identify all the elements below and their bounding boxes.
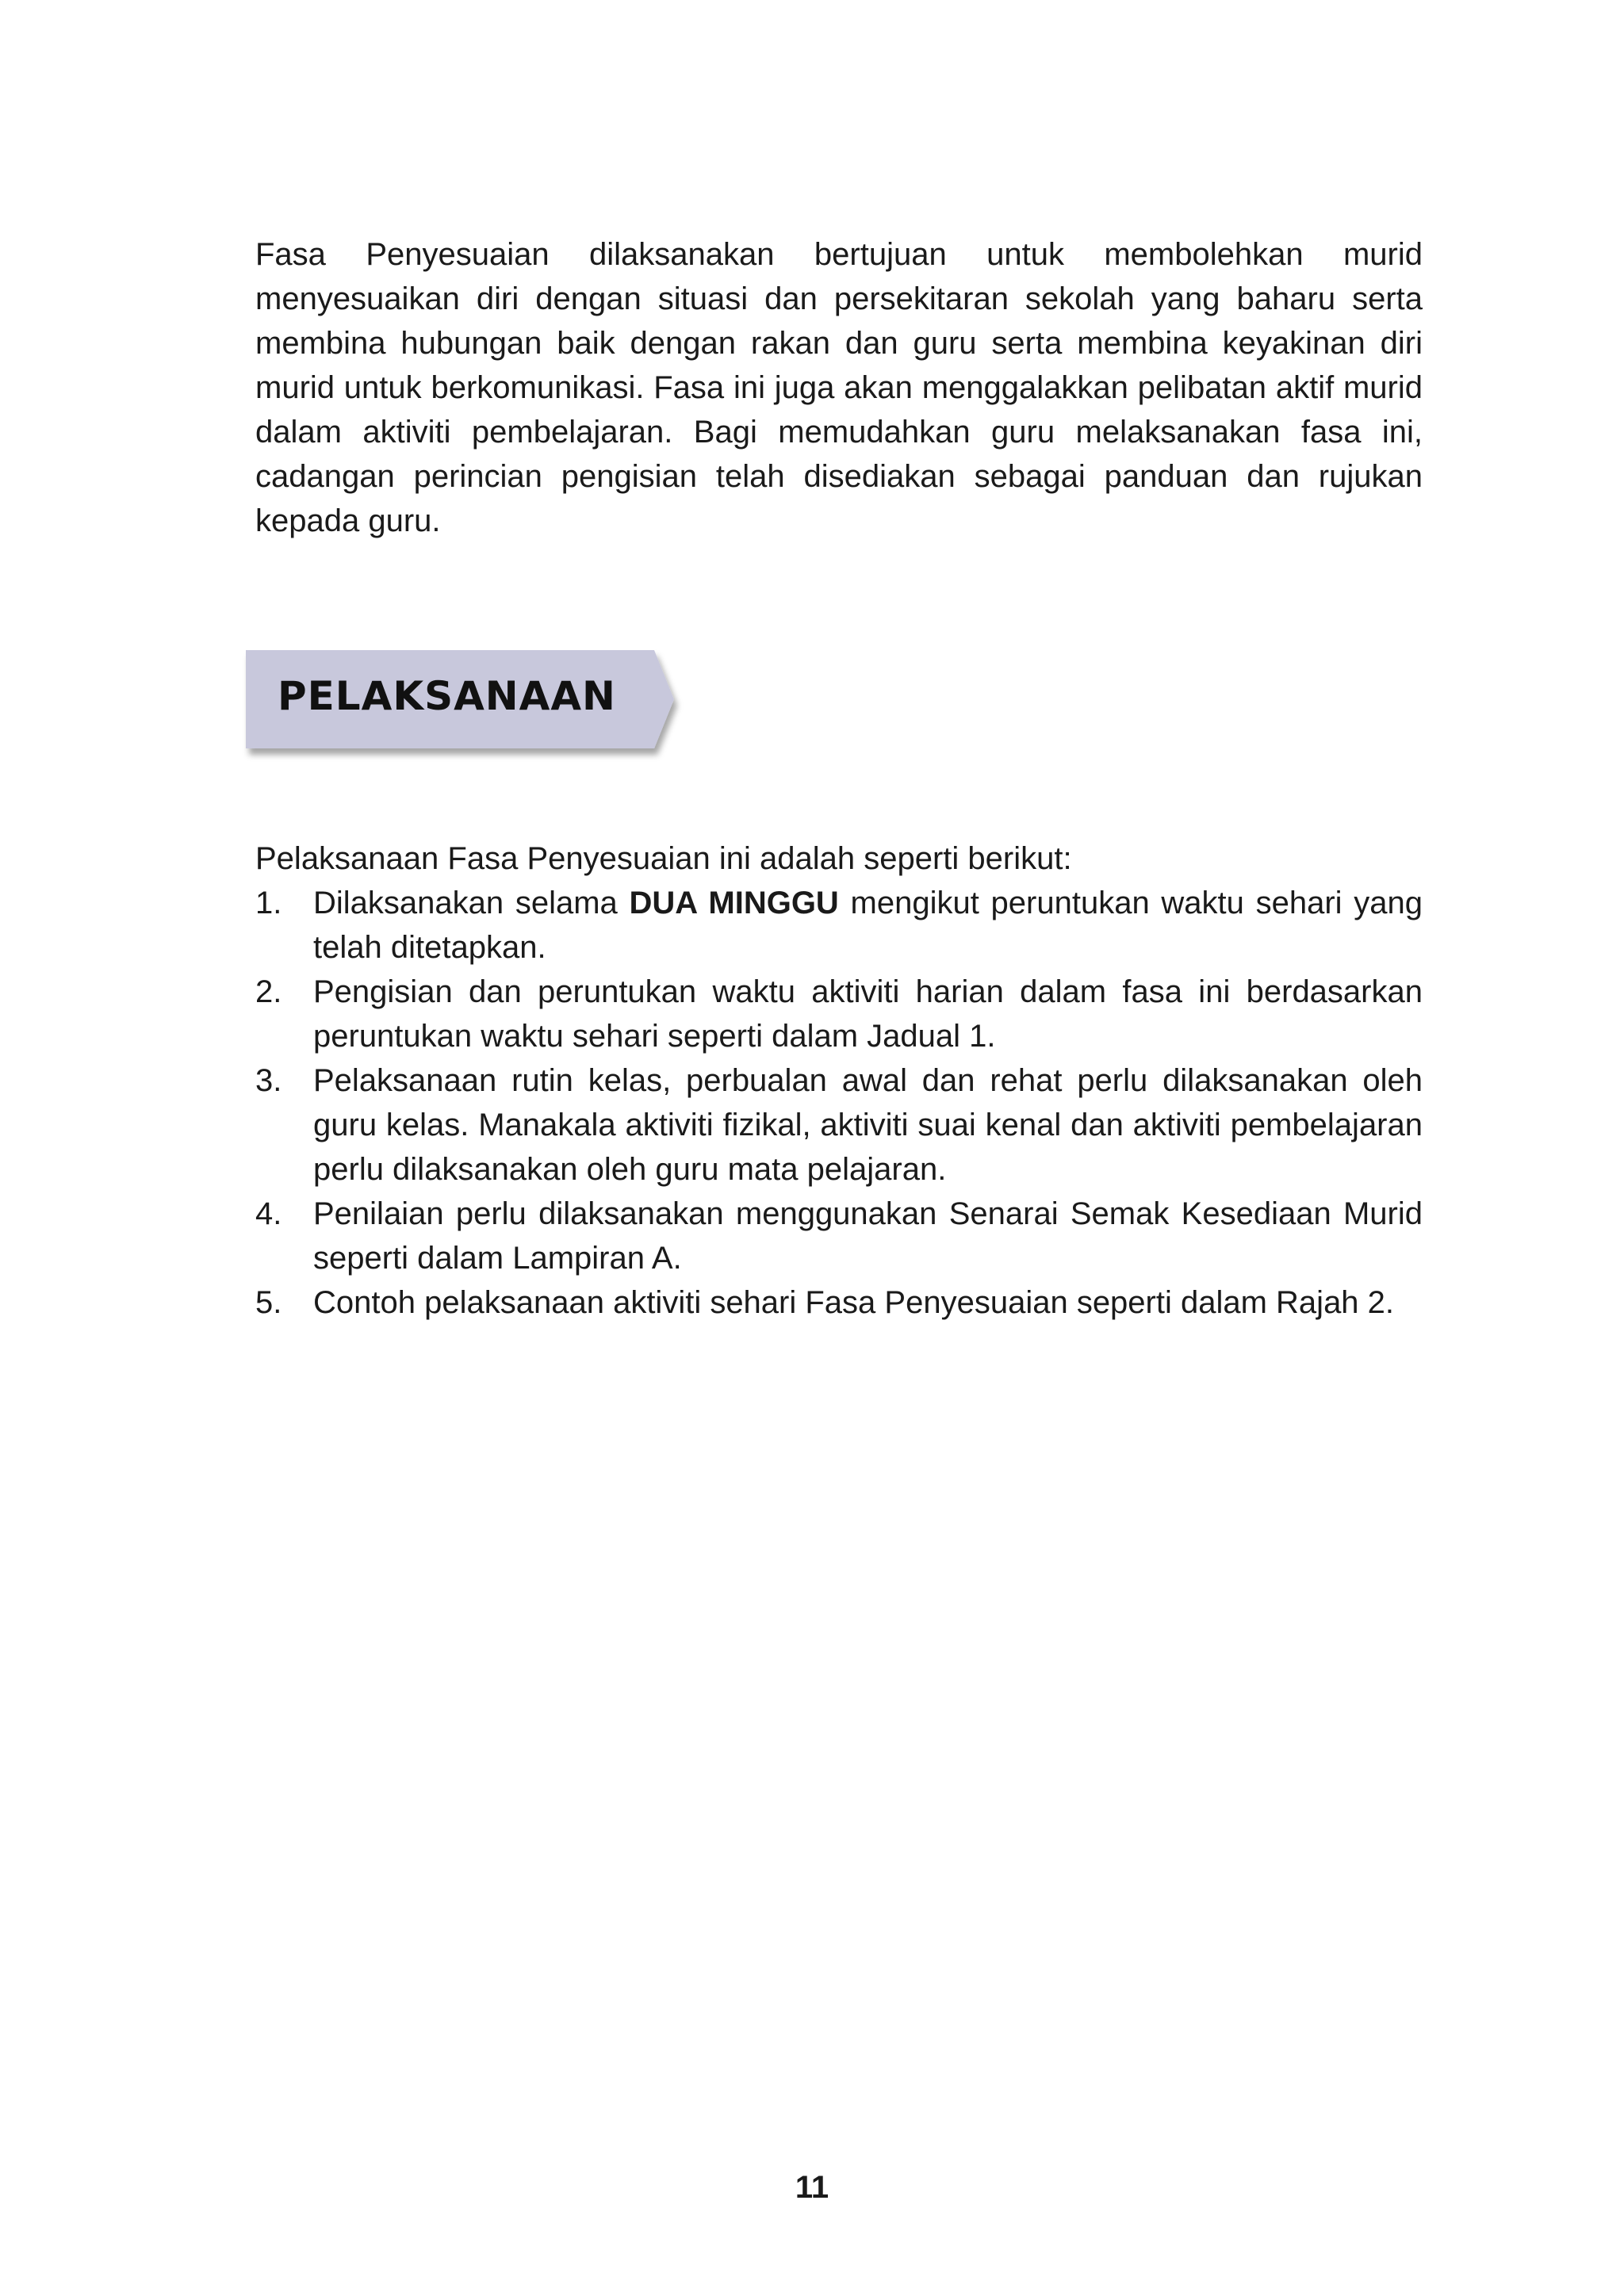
list-number: 1. (255, 886, 282, 920)
list-item (255, 970, 1423, 1058)
list-item (255, 881, 1423, 970)
intro-paragraph: Fasa Penyesuaian dilaksanakan bertujuan untuk membolehkan murid menyesuaikan diri dengan situasi dan persekitaran sekolah yang baharu serta membina hubungan baik dengan rakan dan guru serta membina keyakinan diri murid untuk berkomunikasi. Fasa ini juga akan menggalakkan pelibatan aktif murid dalam aktiviti pembelajaran. Bagi memudahkan guru melaksanakan fasa ini, cadangan perincian pengisian telah disediakan sebagai panduan dan rujukan kepada guru. (255, 237, 1423, 538)
list-text: Pelaksanaan rutin kelas, perbualan awal dan rehat perlu dilaksanakan oleh guru kelas. Manakala aktiviti fizikal, aktiviti suai kenal dan aktiviti pembelajaran perlu dilaksanakan oleh guru mata pelajaran. (313, 1063, 1423, 1187)
page-number: 11 (795, 2170, 829, 2205)
list-number: 4. (255, 1196, 282, 1231)
list-text-before: Dilaksanakan selama (313, 886, 630, 920)
list-item (255, 1058, 1423, 1192)
implementation-list (255, 881, 1423, 1325)
section-intro: Pelaksanaan Fasa Penyesuaian ini adalah seperti berikut: (255, 841, 1072, 876)
list-text: Pengisian dan peruntukan waktu aktiviti harian dalam fasa ini berdasarkan peruntukan waktu sehari seperti dalam Jadual 1. (313, 974, 1423, 1054)
list-number: 2. (255, 974, 282, 1009)
list-text: Contoh pelaksanaan aktiviti sehari Fasa Penyesuaian seperti dalam Rajah 2. (313, 1285, 1395, 1320)
list-number: 3. (255, 1063, 282, 1098)
section-banner (246, 650, 674, 753)
section-heading: PELAKSANAAN (278, 673, 616, 719)
list-number: 5. (255, 1285, 282, 1320)
list-text-after: mengikut peruntukan waktu sehari yang telah ditetapkan. (313, 886, 1423, 965)
list-item (255, 1280, 1423, 1325)
list-text: Penilaian perlu dilaksanakan menggunakan Senarai Semak Kesediaan Murid seperti dalam Lampiran A. (313, 1196, 1423, 1276)
list-text-bold: DUA MINGGU (629, 886, 839, 920)
list-item (255, 1192, 1423, 1280)
